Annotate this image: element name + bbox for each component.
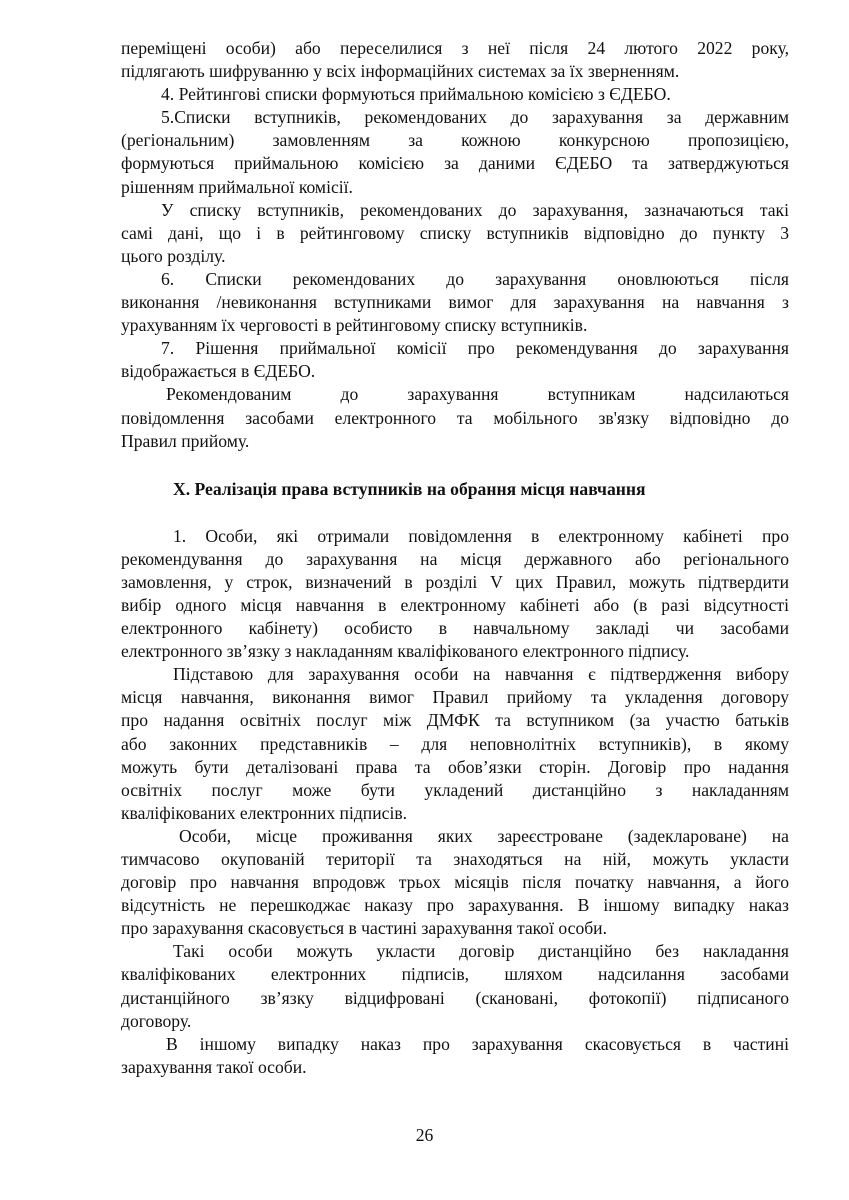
text-line: рішенням приймальної комісії. (121, 176, 353, 197)
text-line: У списку вступників, рекомендованих до зарахування, зазначаються такі (161, 199, 789, 220)
text-line: дистанційного зв’язку відцифровані (скановані, фотокопії) підписаного (121, 987, 789, 1008)
section-heading: X. Реалізація права вступників на обрання місця навчання (173, 478, 646, 499)
text-line: електронного кабінету) особисто в навчальному закладі чи засобами (121, 618, 789, 639)
text-line: відсутність не перешкоджає наказу про зарахування. В іншому випадку наказ (121, 895, 789, 916)
paragraph-displaced-persons (121, 37, 789, 83)
text-line: 6. Списки рекомендованих до зарахування оновлюються після (161, 268, 789, 289)
paragraph-recommended-list (121, 199, 789, 268)
text-line: Рекомендованим до зарахування вступникам надсилаються (166, 384, 789, 405)
paragraph-item-7 (121, 337, 789, 383)
text-line: договору. (121, 1010, 192, 1031)
text-line: про зарахування скасовується в частині зарахування такої особи. (121, 918, 608, 939)
text-line: формуються приймальною комісією за даними ЄДЕБО та затверджуються (121, 153, 789, 174)
text-line: виконання /невиконання вступниками вимог для зарахування на навчання з (121, 292, 789, 313)
spacer (121, 453, 789, 476)
paragraph-otherwise (121, 1033, 789, 1079)
text-line: замовлення, у строк, визначений в розділі V цих Правил, можуть підтвердити (121, 571, 789, 592)
spacer (121, 502, 789, 525)
text-line: можуть бути деталізовані права та обов’язки сторін. Договір про надання (121, 756, 789, 777)
text-line: вибір одного місця навчання в електронному кабінеті або (в разі відсутності (121, 594, 789, 615)
paragraph-notifications (121, 383, 789, 452)
text-line: відображається в ЄДЕБО. (121, 361, 316, 382)
text-line: повідомлення засобами електронного та мобільного зв'язку відповідно до (121, 407, 789, 428)
paragraph-remote-contract (121, 940, 789, 1032)
text-line: підлягають шифруванню у всіх інформаційних системах за їх зверненням. (121, 61, 680, 82)
text-line: рекомендування до зарахування на місця державного або регіонального (121, 548, 789, 569)
text-line: зарахування такої особи. (121, 1056, 307, 1077)
text-line: (регіональним) замовленням за кожною конкурсною пропозицією, (121, 130, 789, 151)
text-line: переміщені особи) або переселилися з неї після 24 лютого 2022 року, (121, 38, 789, 58)
text-line: про надання освітніх послуг між ДМФК та вступником (за участю батьків (121, 710, 789, 731)
text-line: Підставою для зарахування особи на навчання є підтвердження вибору (173, 664, 789, 685)
text-line: Такі особи можуть укласти договір дистанційно без накладання (173, 941, 789, 962)
paragraph-section-item-1 (121, 525, 789, 664)
paragraph-enrollment-basis (121, 663, 789, 825)
text-line: Правил прийому. (121, 430, 250, 451)
page-content (121, 37, 789, 1079)
text-line: місця навчання, виконання вимог Правил прийому та укладення договору (121, 687, 789, 708)
text-line: 5.Списки вступників, рекомендованих до зарахування за державним (161, 107, 789, 128)
text-line: самі дані, що і в рейтинговому списку вступників відповідно до пункту 3 (121, 222, 789, 243)
paragraph-occupied-territory (121, 825, 789, 940)
page-number: 26 (415, 1125, 434, 1145)
text-line: кваліфікованих електронних підписів. (121, 802, 408, 823)
text-line: 4. Рейтингові списки формуються приймальною комісією з ЄДЕБО. (161, 84, 671, 105)
text-line: Особи, місце проживання яких зареєстроване (задеклароване) на (179, 825, 789, 846)
text-line: 1. Особи, які отримали повідомлення в електронному кабінеті про (173, 525, 789, 546)
text-line: або законних представників – для неповнолітніх вступників), в якому (121, 733, 789, 754)
text-line: освітніх послуг може бути укладений дистанційно з накладанням (121, 779, 789, 800)
text-line: цього розділу. (121, 245, 226, 266)
text-line: В іншому випадку наказ про зарахування скасовується в частині (166, 1033, 789, 1054)
text-line: договір про навчання впродовж трьох місяців після початку навчання, а його (121, 872, 789, 893)
text-line: 7. Рішення приймальної комісії про рекомендування до зарахування (161, 338, 789, 359)
text-line: кваліфікованих електронних підписів, шляхом надсилання засобами (121, 964, 789, 985)
paragraph-item-6 (121, 268, 789, 337)
paragraph-item-4 (121, 83, 789, 106)
text-line: тимчасово окупованій території та знаходяться на ній, можуть укласти (121, 849, 789, 869)
text-line: електронного зв’язку з накладанням кваліфікованого електронного підпису. (121, 641, 690, 662)
text-line: урахуванням їх черговості в рейтинговому списку вступників. (121, 315, 588, 336)
paragraph-item-5 (121, 106, 789, 198)
